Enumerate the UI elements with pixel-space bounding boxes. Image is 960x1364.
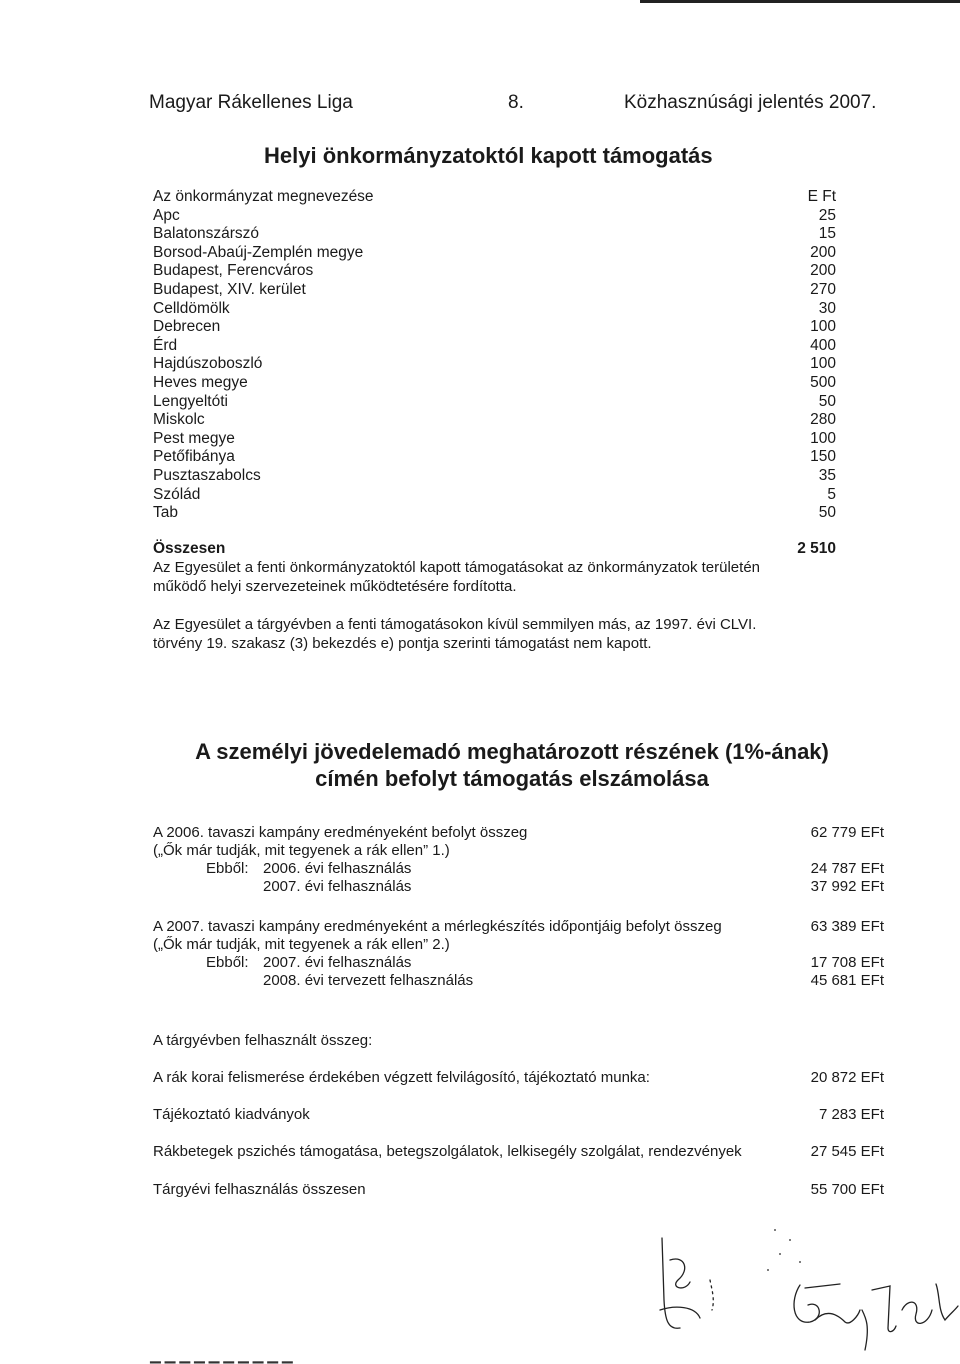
paragraph-usage-line2: működő helyi szervezeteinek működtetésére fordította. [153,577,517,595]
campaign-2006-value: 62 779 EFt [810,824,884,841]
table-row [153,300,836,319]
paragraph-other-line1: Az Egyesület a tárgyévben a fenti támogatásokon kívül semmilyen más, az 1997. évi CLVI. [153,616,757,633]
campaign-2007-ebbol: Ebből: [206,954,249,971]
campaign-2006-use1-label: 2006. évi felhasználás [263,860,412,877]
municipality-name: Heves megye [153,373,248,391]
table-header-row [153,188,836,207]
municipality-name: Érd [153,336,178,354]
municipality-name: Petőfibánya [153,448,235,466]
used-amount-title: A tárgyévben felhasznált összeg: [153,1032,373,1049]
usage-total-value: 55 700 EFt [810,1181,884,1198]
support-amount: 15 [818,225,836,243]
campaign-2006-ebbol: Ebből: [206,860,249,877]
total-value: 2 510 [797,540,836,557]
support-amount: 25 [818,206,836,224]
table-row [153,355,836,374]
municipality-name: Szólád [153,485,201,503]
handwritten-signatures [640,1210,960,1358]
paragraph-usage [153,559,760,596]
support-amount: 50 [818,392,836,410]
section2-title-line2: címén befolyt támogatás elszámolása [315,766,709,791]
campaign-2007-use2-value: 45 681 EFt [810,972,884,989]
header-org: Magyar Rákellenes Liga [149,92,353,113]
municipality-name: Budapest, Ferencváros [153,262,314,280]
table-row [153,504,836,523]
section2-title-line1: A személyi jövedelemadó meghatározott részének (1%-ának) [195,739,829,764]
table-row [153,281,836,300]
table-row [153,411,836,430]
campaign-2007-use1-label: 2007. évi felhasználás [263,954,412,971]
municipality-name: Miskolc [153,411,205,429]
section1-title: Helyi önkormányzatoktól kapott támogatás [264,143,713,168]
table-row [153,430,836,449]
total-label: Összesen [153,540,226,557]
support-amount: 30 [818,299,836,317]
support-amount: 100 [810,429,836,447]
municipality-name: Apc [153,206,180,224]
table-row [153,318,836,337]
campaign-2006-label: A 2006. tavaszi kampány eredményeként befolyt összeg [153,824,528,841]
support-amount: 200 [810,262,836,280]
campaign-2006-use2-label: 2007. évi felhasználás [263,878,412,895]
table-row [153,393,836,412]
table-row [153,244,836,263]
support-amount: 200 [810,243,836,261]
header-report-title: Közhasznúsági jelentés 2007. [624,92,877,113]
top-edge-line [640,0,960,3]
usage-item-label: Tájékoztató kiadványok [153,1106,310,1123]
support-amount: 500 [810,373,836,391]
column-header-name: Az önkormányzat megnevezése [153,188,374,205]
usage-item-value: 20 872 EFt [810,1069,884,1086]
campaign-2006-slogan: („Ők már tudják, mit tegyenek a rák ellen” 1.) [153,842,450,859]
usage-item-label: A rák korai felismerése érdekében végzett felvilágosító, tájékoztató munka: [153,1069,650,1086]
municipality-name: Debrecen [153,318,221,336]
support-amount: 50 [818,504,836,522]
support-amount: 280 [810,411,836,429]
campaign-2007-slogan: („Ők már tudják, mit tegyenek a rák ellen” 2.) [153,936,450,953]
campaign-2007-label: A 2007. tavaszi kampány eredményeként a mérlegkészítés időpontjáig befolyt összeg [153,918,722,935]
municipality-name: Pusztaszabolcs [153,466,261,484]
table-row [153,225,836,244]
support-amount: 270 [810,280,836,298]
campaign-2006-use2-value: 37 992 EFt [810,878,884,895]
municipality-name: Hajdúszoboszló [153,355,263,373]
municipality-name: Pest megye [153,429,235,447]
usage-item-value: 7 283 EFt [818,1106,884,1123]
table-row [153,207,836,226]
support-amount: 400 [810,336,836,354]
campaign-2006-use1-value: 24 787 EFt [810,860,884,877]
support-amount: 5 [827,485,836,503]
header-page-number: 8. [508,92,524,113]
municipality-name: Balatonszárszó [153,225,259,243]
municipality-name: Tab [153,504,178,522]
support-amount: 150 [810,448,836,466]
table-row [153,337,836,356]
municipality-name: Lengyeltóti [153,392,228,410]
support-amount: 100 [810,355,836,373]
campaign-2007-use2-label: 2008. évi tervezett felhasználás [263,972,474,989]
footer-partial-line: ▁ ▁ ▁ ▁ ▁ ▁ ▁ ▁ ▁ ▁ [150,1347,293,1363]
paragraph-other-line2: törvény 19. szakasz (3) bekezdés e) pontja szerinti támogatást nem kapott. [153,634,652,652]
campaign-2007-block [153,918,884,990]
table-row [153,374,836,393]
table-row [153,448,836,467]
support-amount: 35 [818,466,836,484]
municipality-name: Celldömölk [153,299,230,317]
paragraph-usage-line1: Az Egyesület a fenti önkormányzatoktól kapott támogatásokat az önkormányzatok területén [153,559,761,576]
campaign-2007-use1-value: 17 708 EFt [810,954,884,971]
table-row [153,486,836,505]
support-amount: 100 [810,318,836,336]
campaign-2006-block [153,824,884,896]
paragraph-other-support [153,616,756,653]
total-row [153,540,836,558]
column-header-unit: E Ft [807,188,836,205]
municipality-name: Budapest, XIV. kerület [153,280,306,298]
usage-item-value: 27 545 EFt [810,1143,884,1160]
campaign-2007-value: 63 389 EFt [810,918,884,935]
table-row [153,262,836,281]
usage-total-label: Tárgyévi felhasználás összesen [153,1181,366,1198]
section2-title [0,738,960,792]
municipality-table [153,188,836,523]
usage-item-label: Rákbetegek pszichés támogatása, betegszolgálatok, lelkisegély szolgálat, rendezvények [153,1143,742,1160]
municipality-name: Borsod-Abaúj-Zemplén megye [153,243,364,261]
table-row [153,467,836,486]
